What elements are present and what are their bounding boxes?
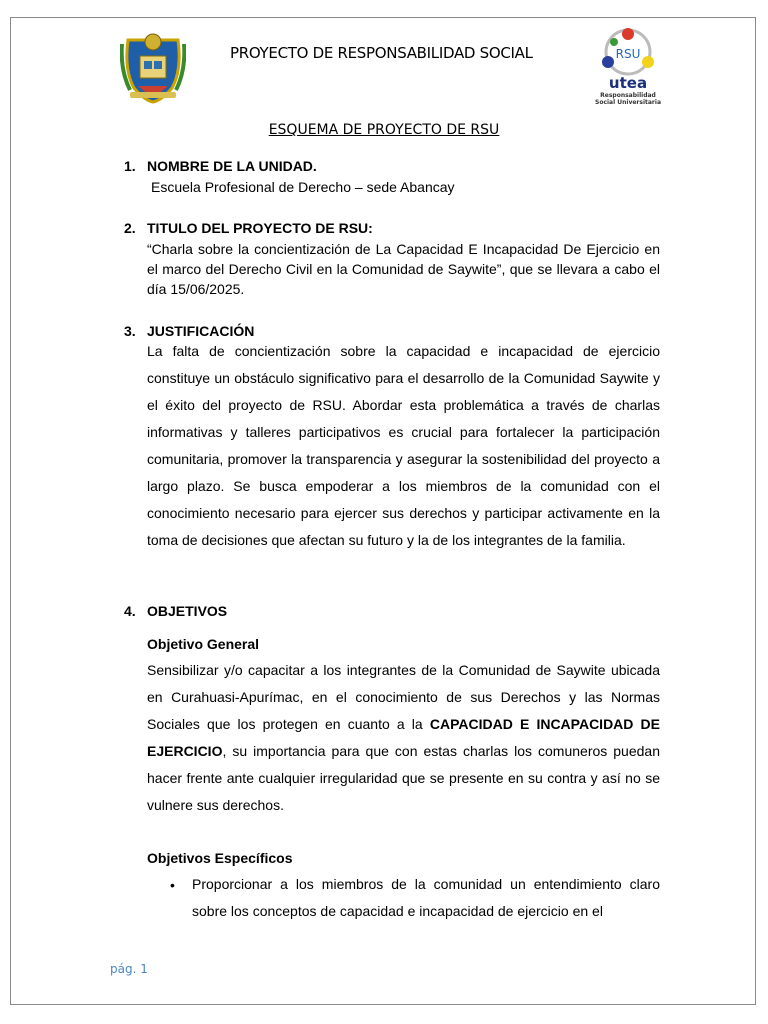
- rsu-sub2: Social Universitaria: [595, 99, 661, 106]
- objetivo-general-text-bold: CAPACIDAD E INCAPACIDAD DE EJERCICIO: [147, 716, 660, 759]
- section-1-number: 1.: [124, 158, 136, 174]
- section-4-number: 4.: [124, 603, 136, 619]
- section-2-number: 2.: [124, 220, 136, 236]
- objetivo-general-heading: Objetivo General: [147, 636, 260, 652]
- section-3-number: 3.: [124, 323, 136, 339]
- section-2-text: “Charla sobre la concientización de La Capacidad E Incapacidad De Ejercicio en el marco del Derecho Civil en la Comunidad de Saywite”, que se llevara a cabo el día 15/06/2025.: [147, 241, 660, 297]
- section-4-heading: OBJETIVOS: [147, 603, 228, 619]
- objetivo-general-text-after: , su importancia para que con estas charlas los comuneros puedan hacer frente ante cualquier irregularidad que se presente en su contra y así no se vulnere sus derechos.: [147, 743, 660, 813]
- bullet-icon: •: [170, 877, 175, 893]
- rsu-circle-icon: [594, 28, 662, 78]
- rsu-utea-logo: [594, 28, 662, 106]
- section-3-text: La falta de concientización sobre la capacidad e incapacidad de ejercicio constituye un obstáculo significativo para el desarrollo de la Comunidad Saywite y el éxito del proyecto de RSU. Abordar esta problemática a través de charlas informativas y talleres participativos es crucial para fortalecer la participación comunitaria, promover la transparencia y asegurar la sostenibilidad del proyecto a largo plazo. Se busca empoderar a los miembros de la comunidad con el conocimiento necesario para ejercer sus derechos y participar activamente en la toma de decisiones que afectan su futuro y la de los integrantes de la familia.: [147, 343, 660, 548]
- rsu-brand: utea: [608, 74, 648, 92]
- page-number: pág. 1: [110, 962, 148, 976]
- section-1-text: Escuela Profesional de Derecho – sede Abancay: [151, 179, 455, 195]
- section-2-heading: TITULO DEL PROYECTO DE RSU:: [147, 220, 373, 236]
- university-crest-logo: [120, 30, 186, 104]
- objetivo-especifico-item: Proporcionar a los miembros de la comunidad un entendimiento claro sobre los conceptos de capacidad e incapacidad de ejercicio en el: [192, 876, 660, 919]
- objetivo-general-text: [147, 657, 660, 819]
- rsu-badge-text: RSU: [615, 47, 641, 61]
- objetivos-especificos-heading: Objetivos Específicos: [147, 850, 293, 866]
- objetivo-general-text-before: Sensibilizar y/o capacitar a los integrantes de la Comunidad de Saywite ubicada en Curahuasi-Apurímac, en el conocimiento de sus Derechos y las Normas Sociales que los protegen en cuanto a la: [147, 662, 660, 732]
- header-title: PROYECTO DE RESPONSABILIDAD SOCIAL: [230, 44, 533, 62]
- document-title: ESQUEMA DE PROYECTO DE RSU: [268, 122, 500, 138]
- section-1-heading: NOMBRE DE LA UNIDAD.: [147, 158, 317, 174]
- section-3-heading: JUSTIFICACIÓN: [147, 323, 255, 339]
- rsu-sub1: Responsabilidad: [600, 92, 656, 99]
